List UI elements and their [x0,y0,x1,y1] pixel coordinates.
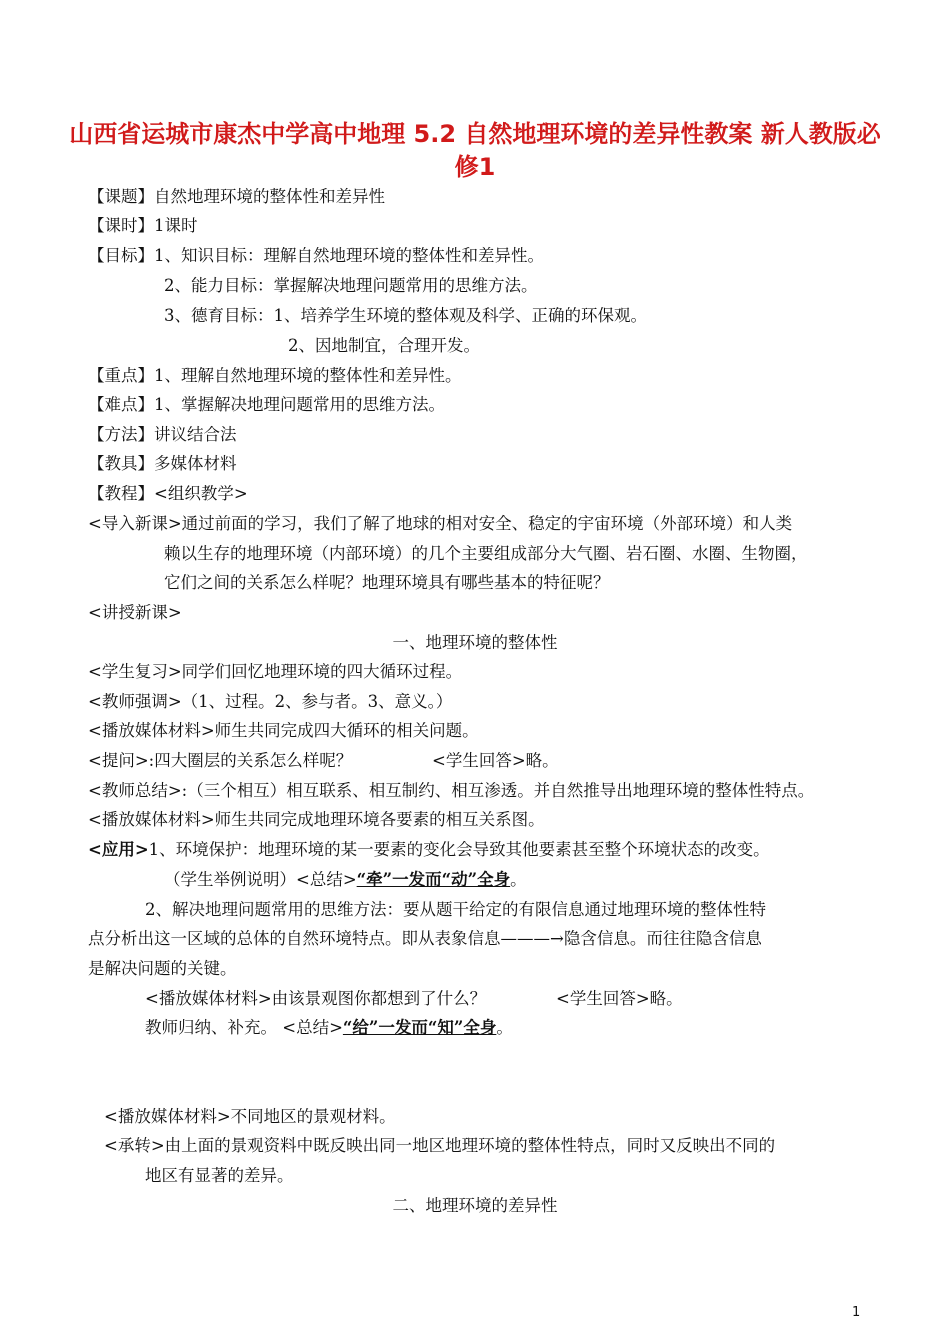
teaching-process: 【教程】<组织教学> [88,484,248,503]
application-label: <应用> [88,840,149,859]
goal-moral: 3、德育目标：1、培养学生环境的整体观及科学、正确的环保观。 [164,306,647,325]
media-play-3: <播放媒体材料>由该景观图你都想到了什么？ [145,989,487,1008]
transition-line-1: <承转>由上面的景观资料中既反映出同一地区地理环境的整体性特点，同时又反映出不同的 [104,1136,776,1155]
teacher-emphasis: <教师强调>（1、过程。2、参与者。3、意义。） [88,692,453,711]
teacher-induction-line [145,1017,513,1039]
class-hours: 【课时】1课时 [88,216,198,235]
difficult-point: 【难点】1、掌握解决地理问题常用的思维方法。 [88,395,445,414]
section-heading-2: 二、地理环境的差异性 [392,1196,558,1215]
summary-phrase-1: “牵”一发而“动”全身 [356,870,511,889]
section-heading-1: 一、地理环境的整体性 [392,633,558,652]
teacher-induction-label: 教师归纳、补充。 <总结> [145,1018,343,1037]
example-summary-line [164,869,527,891]
thinking-method-3: 是解决问题的关键。 [88,959,237,978]
question: <提问>:四大圈层的关系怎么样呢？ [88,751,353,770]
student-answer-2: <学生回答>略。 [556,989,683,1008]
transition-line-2: 地区有显著的差异。 [145,1166,294,1185]
goal-ability: 2、能力目标：掌握解决地理问题常用的思维方法。 [164,276,538,295]
key-point: 【重点】1、理解自然地理环境的整体性和差异性。 [88,366,462,385]
goal-knowledge: 【目标】1、知识目标：理解自然地理环境的整体性和差异性。 [88,246,544,265]
new-lesson: <讲授新课> [88,603,182,622]
intro-line-3: 它们之间的关系怎么样呢？地理环境具有哪些基本的特征呢？ [164,573,610,592]
application-line [88,839,770,861]
media-play-4: <播放媒体材料>不同地区的景观材料。 [104,1107,396,1126]
student-review: <学生复习>同学们回忆地理环境的四大循环过程。 [88,662,463,681]
page-number: 1 [852,1305,861,1320]
period-2: 。 [496,1018,513,1037]
document-title: 山西省运城市康杰中学高中地理 5.2 自然地理环境的差异性教案 新人教版必修1 [69,120,881,181]
teacher-summary: <教师总结>:（三个相互）相互联系、相互制约、相互渗透。并自然推导出地理环境的整体性特点。 [88,781,815,800]
intro-line-2: 赖以生存的地理环境（内部环境）的几个主要组成部分大气圈、岩石圈、水圈、生物圈， [164,544,808,563]
summary-phrase-2: “给”一发而“知”全身 [342,1018,497,1037]
student-answer-1: <学生回答>略。 [432,751,559,770]
application-text: 1、环境保护：地理环境的某一要素的变化会导致其他要素甚至整个环境状态的改变。 [148,840,770,859]
goal-moral-2: 2、因地制宜，合理开发。 [288,336,480,355]
thinking-method-2: 点分析出这一区域的总体的自然环境特点。即从表象信息———→隐含信息。而往往隐含信息 [88,929,762,948]
media-play-2: <播放媒体材料>师生共同完成地理环境各要素的相互关系图。 [88,810,545,829]
teaching-tools: 【教具】多媒体材料 [88,454,237,473]
example-summary-label: （学生举例说明）<总结> [164,870,357,889]
media-play-1: <播放媒体材料>师生共同完成四大循环的相关问题。 [88,721,479,740]
intro-line-1: <导入新课>通过前面的学习，我们了解了地球的相对安全、稳定的宇宙环境（外部环境）和人类 [88,514,793,533]
period-1: 。 [510,870,527,889]
teaching-method: 【方法】讲议结合法 [88,425,237,444]
thinking-method-1: 2、解决地理问题常用的思维方法：要从题干给定的有限信息通过地理环境的整体性特 [145,900,766,919]
course-topic: 【课题】自然地理环境的整体性和差异性 [88,187,385,206]
